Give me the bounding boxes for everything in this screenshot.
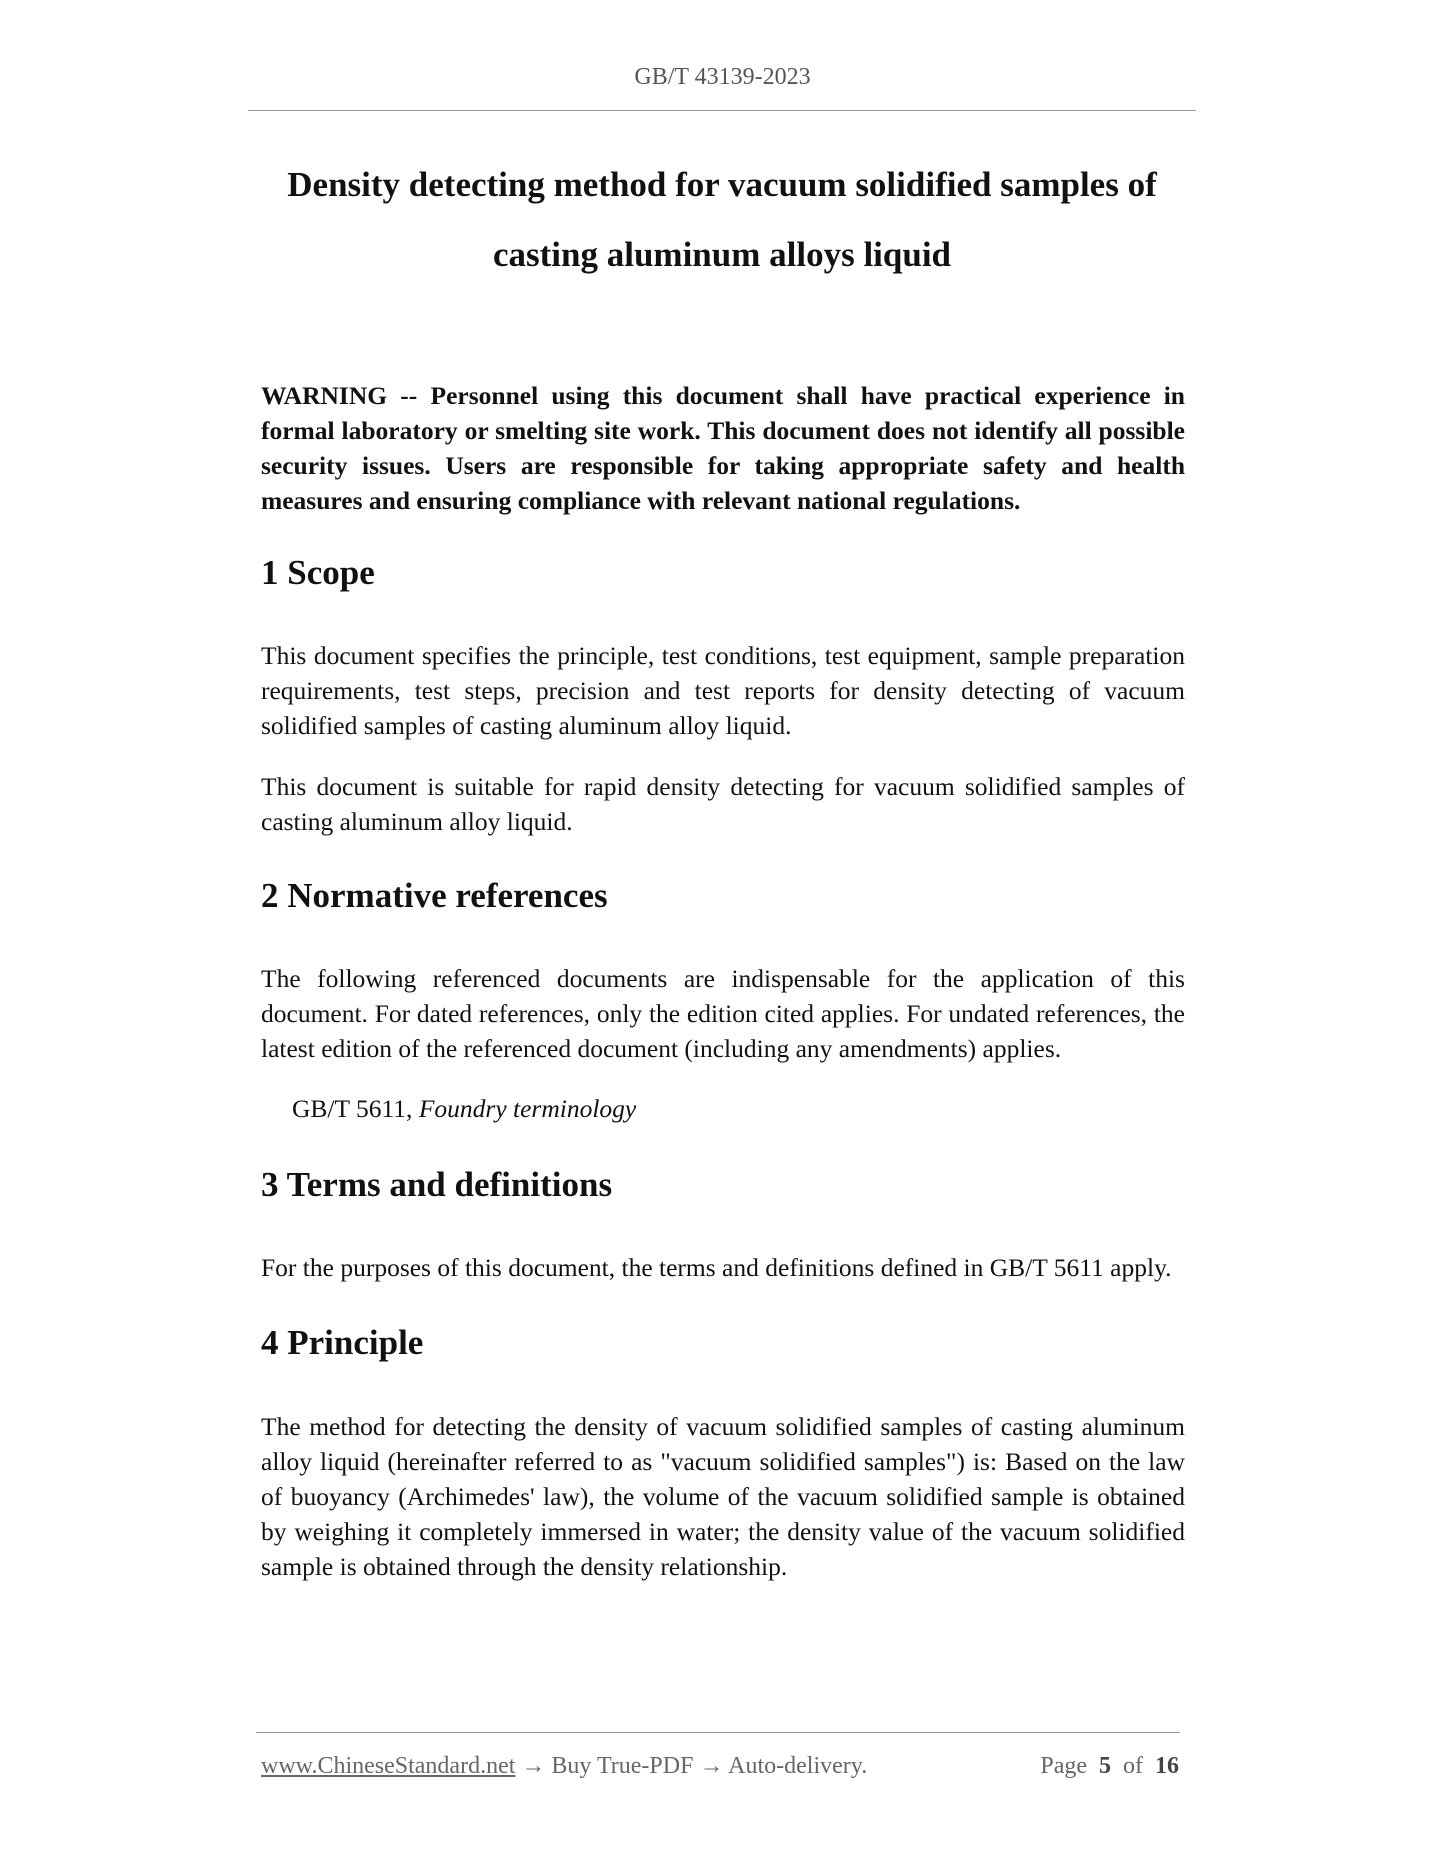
scope-paragraph-1: This document specifies the principle, test conditions, test equipment, sample preparation requirements, test steps, precision and test reports for density detecting of vacuum solidified samples of casting aluminum alloy liquid. [261, 641, 1185, 740]
arrow-right-icon: → [699, 1753, 724, 1779]
title-line-1: Density detecting method for vacuum solidified samples of [287, 165, 1157, 204]
page-indicator [1040, 1750, 1179, 1782]
footer-divider [256, 1732, 1180, 1733]
section-heading-normative-references: 2 Normative references [261, 876, 608, 915]
reference-code: GB/T 5611, [292, 1094, 413, 1123]
scope-paragraph-2: This document is suitable for rapid density detecting for vacuum solidified samples of casting aluminum alloy liquid. [261, 772, 1185, 836]
section-heading-terms: 3 Terms and definitions [261, 1165, 613, 1204]
reference-title: Foundry terminology [418, 1094, 637, 1123]
normative-references-paragraph: The following referenced documents are indispensable for the application of this document. For dated references, only the edition cited applies. For undated references, the latest edition of the referenced document (including any amendments) applies. [261, 964, 1185, 1063]
warning-paragraph: WARNING -- Personnel using this document shall have practical experience in formal laboratory or smelting site work. This document does not identify all possible security issues. Users are responsible for taking appropriate safety and health measures and ensuring compliance with relevant national regulations. [261, 381, 1185, 515]
footer-promo [261, 1750, 867, 1782]
page-label: Page [1040, 1753, 1087, 1779]
header-standard-code: GB/T 43139-2023 [634, 64, 811, 90]
section-heading-principle: 4 Principle [261, 1323, 424, 1362]
header-divider [248, 110, 1196, 111]
arrow-right-icon: → [521, 1753, 546, 1779]
delivery-text: Auto-delivery. [728, 1753, 868, 1779]
title-line-2: casting aluminum alloys liquid [492, 235, 952, 274]
buy-text: Buy True-PDF [551, 1753, 694, 1779]
document-title [248, 150, 1196, 290]
page-current: 5 [1099, 1753, 1111, 1779]
site-link[interactable]: www.ChineseStandard.net [261, 1753, 516, 1779]
section-heading-scope: 1 Scope [261, 553, 375, 592]
terms-paragraph: For the purposes of this document, the terms and definitions defined in GB/T 5611 apply. [261, 1253, 1172, 1282]
principle-paragraph: The method for detecting the density of vacuum solidified samples of casting aluminum alloy liquid (hereinafter referred to as "vacuum solidified samples") is: Based on the law of buoyancy (Archimedes' law), the volume of the vacuum solidified sample is obtained by weighing it completely immersed in water; the density value of the vacuum solidified sample is obtained through the density relationship. [261, 1412, 1185, 1581]
page-of: of [1123, 1753, 1143, 1779]
page-total: 16 [1155, 1753, 1179, 1779]
reference-entry [292, 1091, 1172, 1126]
